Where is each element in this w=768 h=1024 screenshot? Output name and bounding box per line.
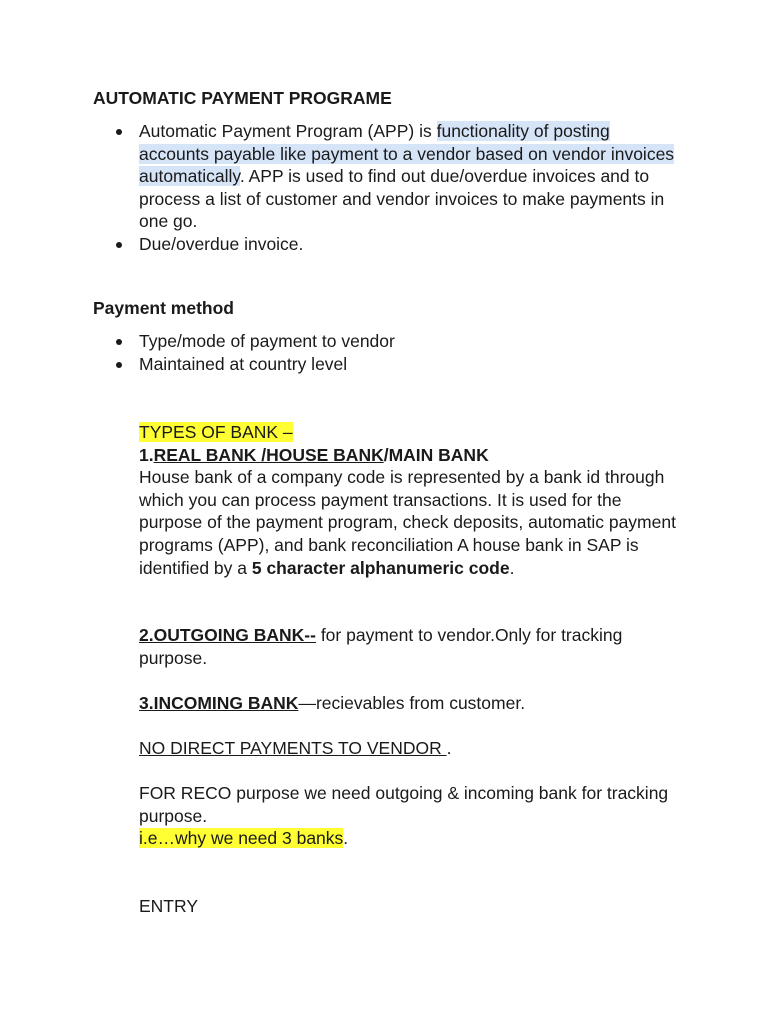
list-item	[93, 120, 683, 233]
real-bank-number: 1.	[139, 444, 154, 465]
outgoing-bank-text: for payment to vendor.Only for tracking purpose.	[139, 625, 623, 668]
bullet-text: Automatic Payment Program (APP) is	[139, 121, 437, 141]
real-bank-title: REAL BANK /HOUSE BANK	[153, 444, 384, 465]
reco-text: FOR RECO purpose we need outgoing & incoming bank for tracking purpose.	[139, 783, 669, 826]
list-item: Due/overdue invoice.	[93, 233, 683, 256]
intro-bullet-list	[93, 120, 683, 256]
why-three-banks-highlight: i.e…why we need 3 banks	[139, 828, 344, 849]
types-of-bank-block	[139, 421, 684, 579]
reco-paragraph	[139, 782, 684, 850]
incoming-bank-text: —recievables from customer.	[298, 693, 526, 713]
main-bank-title: /MAIN BANK	[383, 444, 489, 465]
highlighted-definition: functionality of posting accounts payable like payment to a vendor based on vendor invoices automatically	[139, 121, 675, 187]
house-bank-description	[139, 466, 684, 579]
no-direct-payments-text: NO DIRECT PAYMENTS TO VENDOR	[139, 738, 447, 758]
house-bank-text: House bank of a company code is represented by a bank id through which you can process payment transactions. It is used for the purpose of the payment program, check deposits, automatic payment programs (APP), and bank reconciliation A house bank in SAP is identified by a	[139, 467, 676, 578]
entry-label: ENTRY	[139, 896, 198, 916]
no-direct-payments-line	[139, 737, 684, 760]
period: .	[343, 828, 349, 849]
payment-method-bullet-list	[93, 330, 683, 375]
incoming-bank-label: 3.INCOMING BANK	[139, 693, 299, 713]
page-title: AUTOMATIC PAYMENT PROGRAME	[93, 88, 392, 108]
incoming-bank-paragraph	[139, 692, 684, 715]
alphanumeric-code-text: 5 character alphanumeric code	[251, 557, 510, 578]
period: .	[509, 557, 515, 578]
outgoing-bank-paragraph	[139, 624, 684, 669]
section-heading-payment-method: Payment method	[93, 298, 234, 318]
real-bank-heading	[139, 444, 684, 467]
list-item: Type/mode of payment to vendor	[93, 330, 683, 353]
period: .	[446, 738, 452, 758]
outgoing-bank-label: 2.OUTGOING BANK--	[139, 625, 316, 645]
types-of-bank-label: TYPES OF BANK –	[139, 422, 293, 442]
bullet-text: . APP is used to find out due/overdue invoices and to process a list of customer and vendor invoices to make payments in one go.	[139, 166, 665, 232]
list-item: Maintained at country level	[93, 353, 683, 376]
